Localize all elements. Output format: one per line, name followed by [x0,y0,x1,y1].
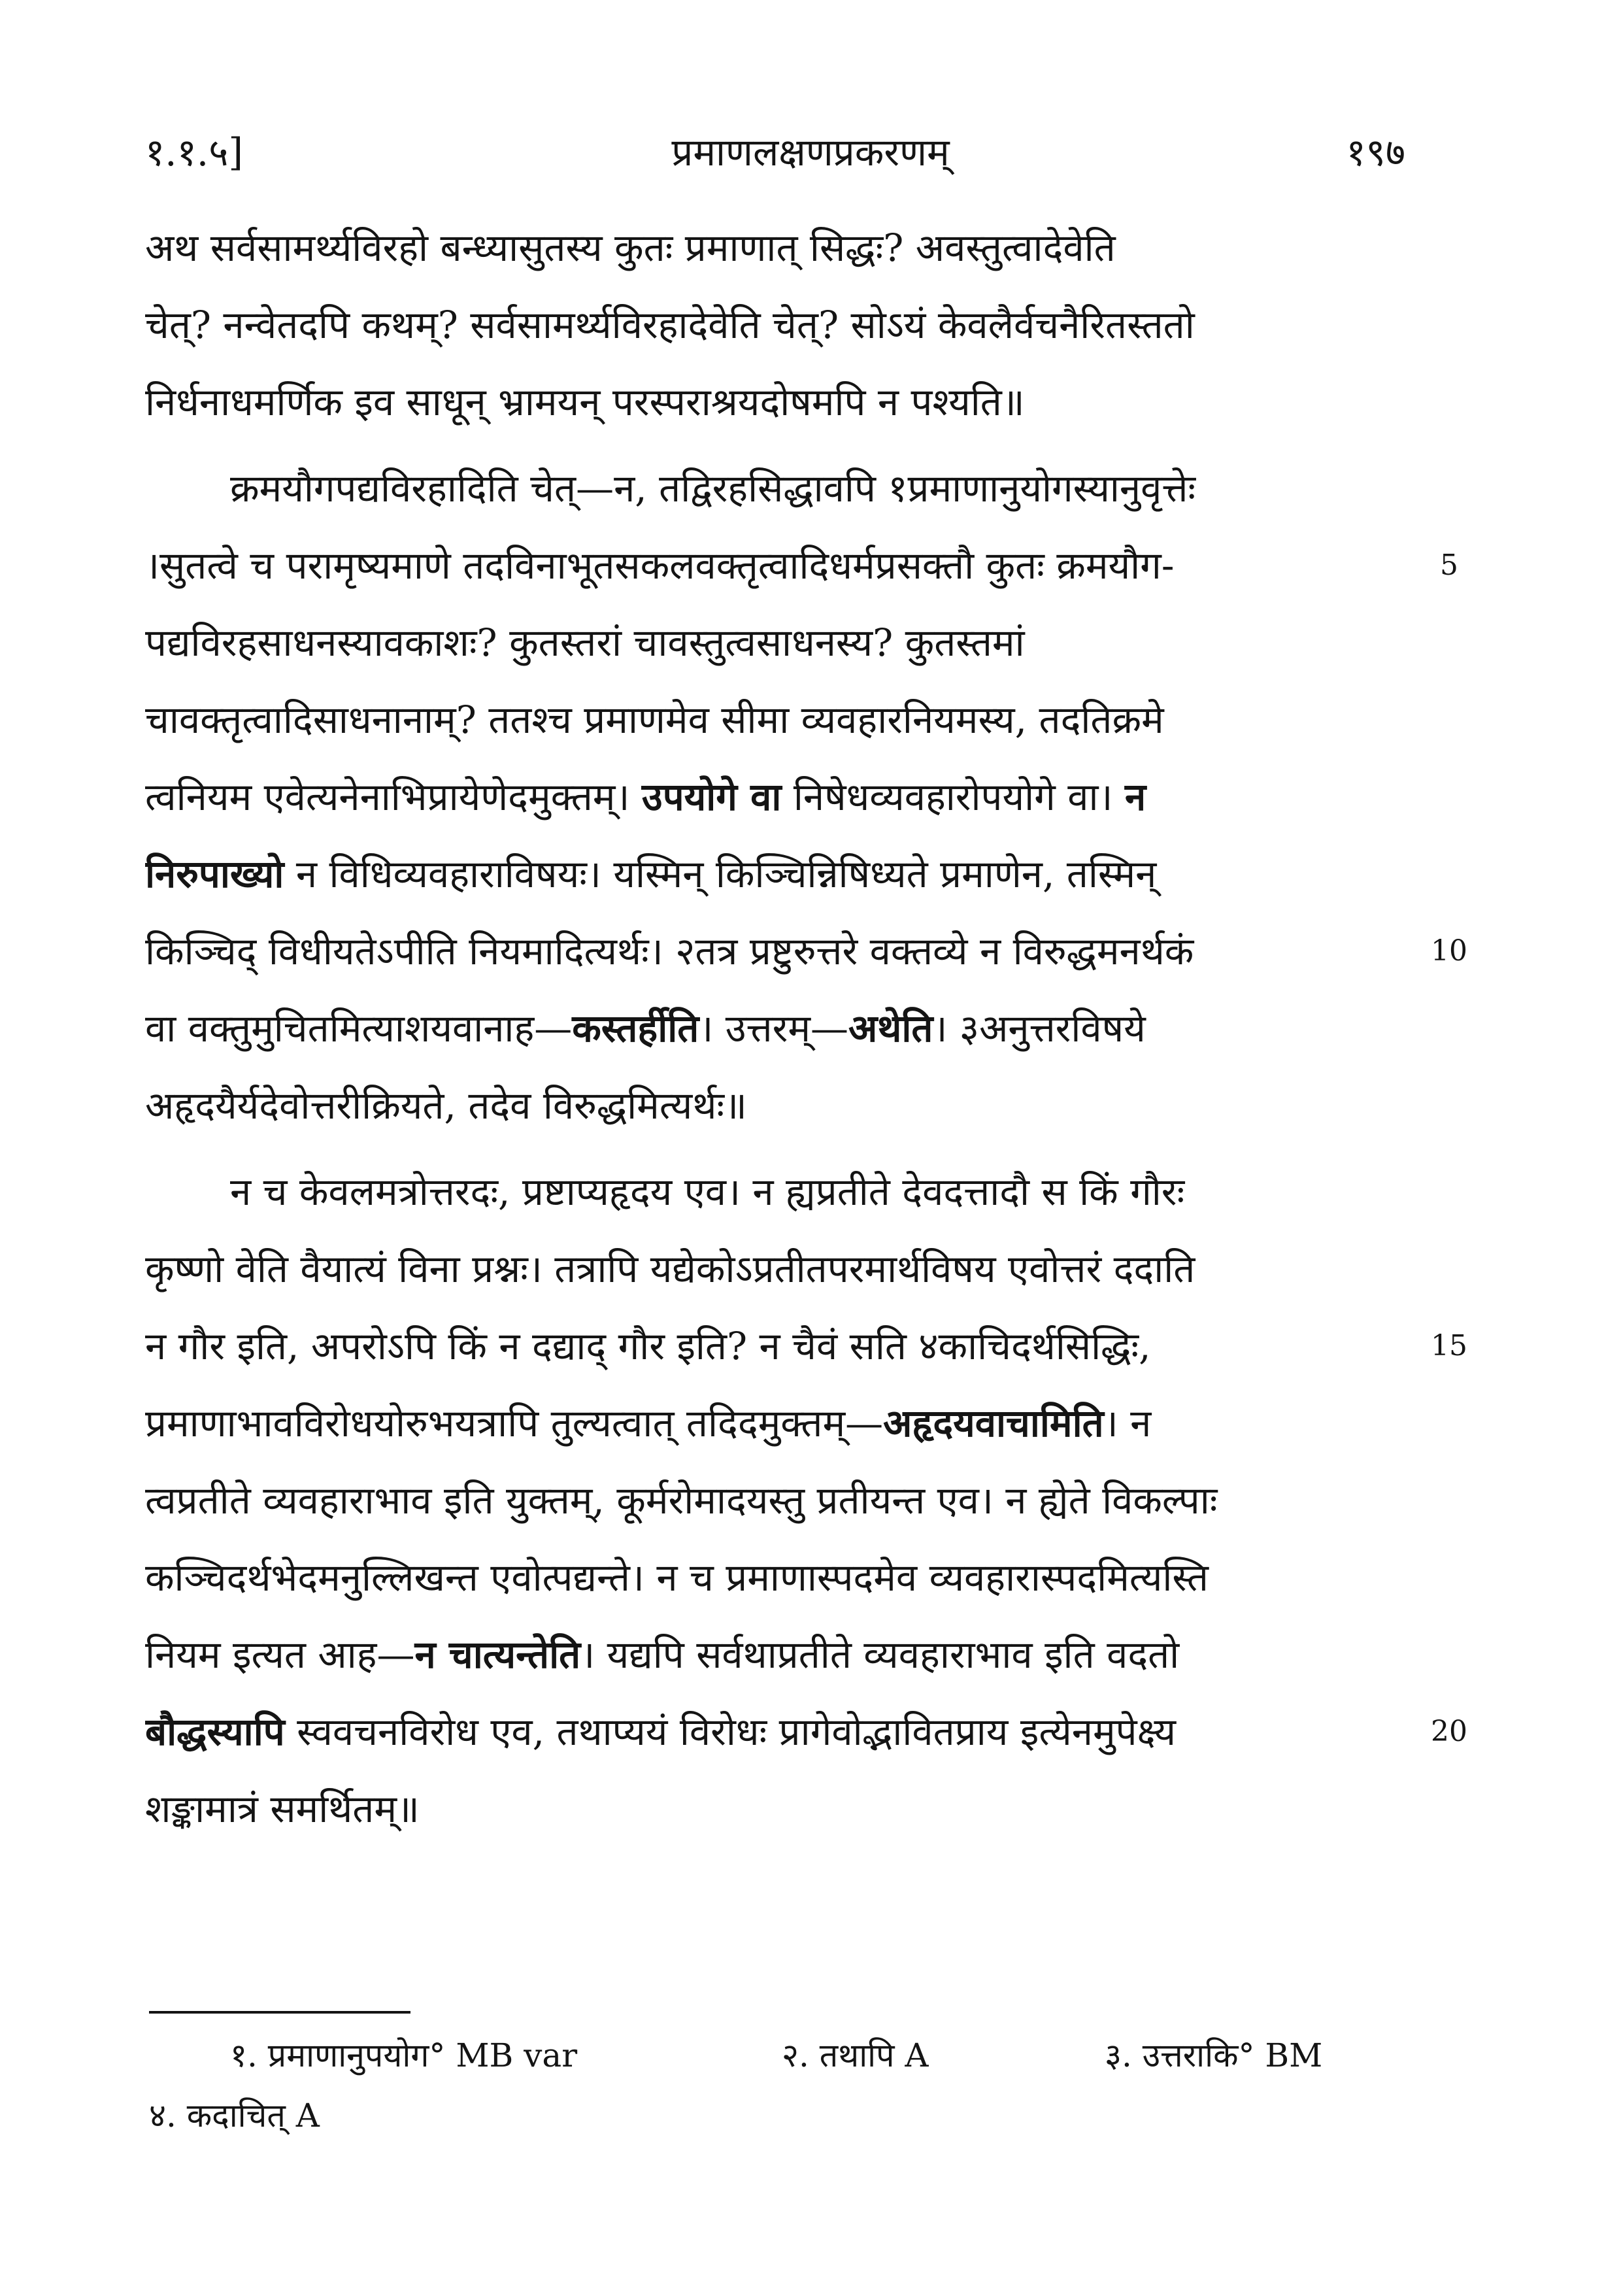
text-line-5: ।सुतत्वे च परामृष्यमाणे तदविनाभूतसकलवक्तृत्वादिधर्मप्रसक्तौ कुतः क्रमयौग- [145,543,1175,588]
footnote-separator [149,2011,410,2014]
text-line-6: पद्यविरहसाधनस्यावकाशः? कुतस्तरां चावस्तुत्वसाधनस्य? कुतस्तमां [145,620,1025,665]
text-segment: नियम इत्यत आह— [145,1632,415,1677]
text-line-19 [145,1616,1387,1693]
text-line-13: न च केवलमत्रोत्तरदः, प्रष्टाप्यहृदय एव। न ह्यप्रतीते देवदत्तादौ स किं गौरः [230,1170,1185,1214]
bold-term-kastarhiti: कस्तर्हीति [572,1006,699,1051]
line-number-10: 10 [1431,934,1467,968]
text-line-7: चावक्तृत्वादिसाधनानाम्? ततश्च प्रमाणमेव सीमा व्यवहारनियमस्य, तदतिक्रमे [145,698,1164,742]
text-segment: वा वक्तुमुचितमित्याशयवानाह— [145,1006,573,1051]
bold-term-upayoge-va: उपयोगे वा [641,775,782,819]
running-header-title: प्रमाणलक्षणप्रकरणम् [671,130,950,175]
text-line-9 [145,836,1387,913]
page-number: १९७ [1346,130,1405,175]
line-number-15: 15 [1431,1329,1467,1362]
footnote-2: २. तथापि A [782,2036,929,2074]
footnote-1: १. प्रमाणानुपयोग° MB var [230,2036,578,2074]
text-line-11 [145,990,1387,1067]
text-segment: न विधिव्यवहाराविषयः। यस्मिन् किञ्चिन्निषिध्यते प्रमाणेन, तस्मिन् [295,852,1157,896]
text-line-10: किञ्चिद् विधीयतेऽपीति नियमादित्यर्थः। २तत्र प्रष्टुरुत्तरे वक्तव्ये न विरुद्धमनर्थकं [145,929,1194,973]
text-segment: स्ववचनविरोध एव, तथाप्ययं विरोधः प्रागेवोद्भावितप्राय इत्येनमुपेक्ष्य [284,1710,1177,1754]
text-line-8 [145,758,1387,836]
text-line-16 [145,1385,1387,1462]
text-line-4: क्रमयौगपद्यविरहादिति चेत्—न, तद्विरहसिद्धावपि १प्रमाणानुयोगस्यानुवृत्तेः [230,466,1196,511]
line-number-5: 5 [1440,549,1458,582]
bold-term-bauddhasyapi: बौद्धस्यापि [145,1710,285,1754]
text-line-2: चेत्? नन्वेतदपि कथम्? सर्वसामर्थ्यविरहादेवेति चेत्? सोऽयं केवलैर्वचनैरितस्ततो [145,303,1195,347]
text-line-17: त्वप्रतीते व्यवहाराभाव इति युक्तम्, कूर्मरोमादयस्तु प्रतीयन्त एव। न ह्येते विकल्पाः [145,1478,1218,1523]
text-line-3: निर्धनाधमर्णिक इव साधून् भ्रामयन् परस्पराश्रयदोषमपि न पश्यति॥ [145,380,1025,424]
footnote-4: ४. कदाचित् A [149,2097,320,2135]
text-line-12: अहृदयैर्यदेवोत्तरीक्रियते, तदेव विरुद्धमित्यर्थः॥ [145,1083,747,1128]
text-line-18: कञ्चिदर्थभेदमनुल्लिखन्त एवोत्पद्यन्ते। न च प्रमाणास्पदमेव व्यवहारास्पदमित्यस्ति [145,1555,1209,1600]
bold-term-nirupakhyo: निरुपाख्यो [145,852,284,896]
line-number-20: 20 [1431,1715,1467,1748]
text-segment: । यद्यपि सर्वथाप्रतीते व्यवहाराभाव इति वदतो [580,1632,1180,1677]
bold-term-na-chatyanteti: न चात्यन्तेति [414,1632,581,1677]
text-segment: । ३अनुत्तरविषये [933,1006,1146,1051]
text-segment: निषेधव्यवहारोपयोगे वा। [793,775,1113,819]
text-segment: । उत्तरम्— [699,1006,849,1051]
text-line-14: कृष्णो वेति वैयात्यं विना प्रश्नः। तत्रापि यद्येकोऽप्रतीतपरमार्थविषय एवोत्तरं ददाति [145,1247,1195,1291]
text-segment: त्वनियम एवेत्यनेनाभिप्रायेणेदमुक्तम्। [145,775,630,819]
running-header-section: १.१.५] [145,130,243,175]
text-line-21: शङ्कामात्रं समर्थितम्॥ [145,1787,420,1831]
text-line-15: न गौर इति, अपरोऽपि किं न दद्याद् गौर इति? न चैवं सति ४काचिदर्थसिद्धिः, [145,1324,1151,1368]
text-line-20 [145,1693,1387,1770]
text-segment: । न [1103,1401,1152,1445]
bold-term-atheti: अथेति [848,1006,933,1051]
footnote-3: ३. उत्तराकि° BM [1105,2036,1323,2074]
bold-term-ahridayavacham: अहृदयवाचामिति [883,1401,1104,1445]
text-line-1: अथ सर्वसामर्थ्यविरहो बन्ध्यासुतस्य कुतः प्रमाणात् सिद्धः? अवस्तुत्वादेवेति [145,226,1116,270]
bold-term-na: न [1124,775,1146,819]
text-segment: प्रमाणाभावविरोधयोरुभयत्रापि तुल्यत्वात् तदिदमुक्तम्— [145,1401,884,1445]
